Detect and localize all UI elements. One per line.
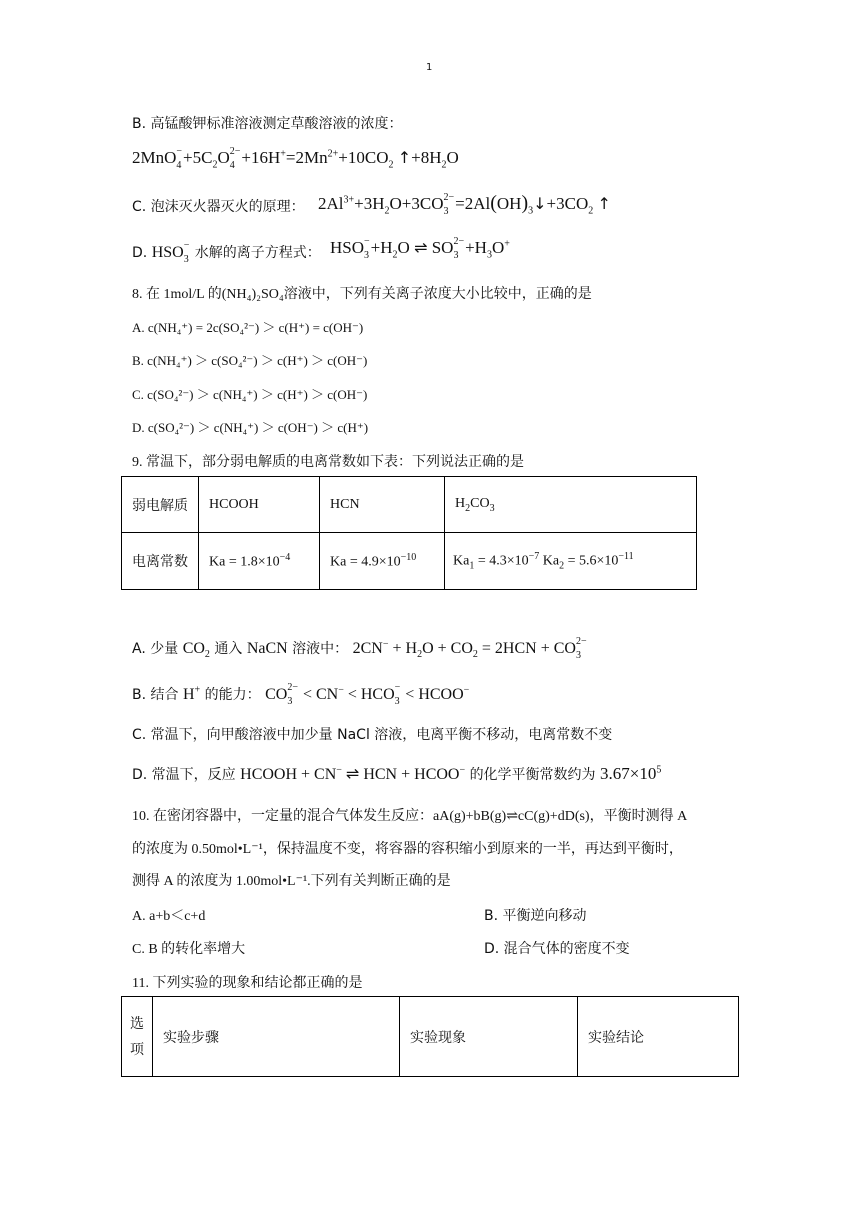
table-header-phenomenon: 实验现象 [400, 997, 578, 1077]
q10-stem-line1: 10. 在密闭容器中，一定量的混合气体发生反应：aA(g)+bB(g)⇌cC(g)+dD(s)，平衡时测得 A [132, 809, 688, 824]
q10-stem-line2: 的浓度为 0.50mol•L⁻¹，保持温度不变，将容器的容积缩小到原来的一半，再达到平衡时， [132, 842, 683, 857]
table-header-option [122, 997, 153, 1077]
table-cell-ka-h2co3: $Ka_1 = 4.3\times 10^{-7}$ $Ka_2 = 5.6\times 10^{-11}$ [445, 533, 697, 590]
q7-option-c-equation: $2Al^{3+}+3H_2O+3CO$ 2− 3 $=2Al(OH)_3↓+3CO_2$ ↑ [318, 192, 611, 218]
q10-option-a: A. a+b＜c+d [132, 909, 206, 924]
header-option-line2: 项 [130, 1041, 144, 1058]
table-row-label: 弱电解质 [122, 477, 199, 533]
q7-option-d-text: 水解的离子方程式： [194, 245, 321, 261]
q8-stem: 8. 在 1mol/L 的(NH₄)₂SO₄溶液中，下列有关离子浓度大小比较中，正确的是 [132, 287, 592, 302]
table-cell-h2co3: $H_2CO_3$ [445, 477, 697, 533]
q9-stem: 9. 常温下，部分弱电解质的电离常数如下表：下列说法正确的是 [132, 455, 524, 470]
ionization-constant-table [121, 476, 697, 590]
q9-option-b: B. 结合 H+ 的能力： CO 2− 3 < CN− < HCO − 3 < HCOO− [132, 682, 470, 708]
page-number: 1 [426, 62, 433, 73]
q8-option-a: A. c(NH₄⁺) = 2c(SO₄²⁻) ＞ c(H⁺) = c(OH⁻) [132, 320, 364, 335]
q9-option-c: C. 常温下，向甲酸溶液中加少量 NaCl 溶液，电离平衡不移动，电离常数不变 [132, 727, 613, 743]
q7-option-b-equation: 2MnO − 4 $+5C_2O$ 2− 4 $+16H^+=2Mn^{2+}+10CO_2$ $↑+8H_2O$ [132, 146, 459, 172]
q8-option-b: B. c(NH₄⁺) ＞ c(SO₄²⁻) ＞ c(H⁺) ＞ c(OH⁻) [132, 353, 368, 368]
q9-option-d: D. 常温下，反应 HCOOH + CN− ⇌ HCN + HCOO− 的化学平衡常数约为 $3.67\times 10^5$ [132, 764, 662, 783]
q7-option-d-equation: HSO − 3 $+H_2O$ ⇌ SO 2− 3 $+H_3O^+$ [330, 236, 510, 262]
header-option-line1: 选 [130, 1015, 144, 1032]
q9-option-b-post: 的能力： [204, 687, 261, 703]
table-cell-hcooh: HCOOH [199, 477, 320, 533]
table-header-steps: 实验步骤 [153, 997, 400, 1077]
q8-option-d: D. c(SO₄²⁻) ＞ c(NH₄⁺) ＞ c(OH⁻) ＞ c(H⁺) [132, 420, 369, 435]
q9-option-d-pre: D. 常温下，反应 [132, 767, 236, 783]
table-cell-ka-hcn: $Ka = 4.9\times 10^{-10}$ [320, 533, 445, 590]
experiment-table [121, 996, 739, 1077]
q10-stem-line3: 测得 A 的浓度为 1.00mol•L⁻¹.下列有关判断正确的是 [132, 874, 451, 889]
q7-option-c [132, 196, 305, 216]
q11-stem: 11. 下列实验的现象和结论都正确的是 [132, 976, 363, 991]
q7-option-c-label: C. [132, 199, 147, 215]
q7-option-b-label: B. [132, 116, 147, 132]
q7-option-d: D. HSO − 3 水解的离子方程式： [132, 240, 321, 266]
q10-option-d: D. 混合气体的密度不变 [484, 941, 630, 957]
q7-option-c-text: 泡沫灭火器灭火的原理： [150, 199, 305, 215]
table-row-label: 电离常数 [122, 533, 199, 590]
q10-option-c: C. B 的转化率增大 [132, 942, 246, 957]
q8-option-c: C. c(SO₄²⁻) ＞ c(NH₄⁺) ＞ c(H⁺) ＞ c(OH⁻) [132, 387, 368, 402]
q9-option-a: A. 少量 $CO_2$ 通入 NaCN 溶液中： $2CN^- + H_2O + CO_2 = 2HCN$ + CO 2− 3 [132, 636, 587, 662]
table-cell-ka-hcooh: $Ka = 1.8\times 10^{-4}$ [199, 533, 320, 590]
q7-option-d-label: D. [132, 245, 148, 261]
q10-option-b: B. 平衡逆向移动 [484, 908, 587, 924]
table-cell-hcn: HCN [320, 477, 445, 533]
q9-option-d-post: 的化学平衡常数约为 [469, 767, 596, 783]
q9-option-b-pre: B. 结合 [132, 687, 179, 703]
q7-option-b [132, 113, 403, 133]
q7-option-b-text: 高锰酸钾标准溶液测定草酸溶液的浓度： [150, 116, 403, 132]
table-header-conclusion: 实验结论 [578, 997, 739, 1077]
q9-option-a-mid: 通入 [214, 641, 243, 657]
q9-option-a-pre: A. 少量 [132, 641, 179, 657]
q9-option-a-post: 溶液中： [292, 641, 349, 657]
